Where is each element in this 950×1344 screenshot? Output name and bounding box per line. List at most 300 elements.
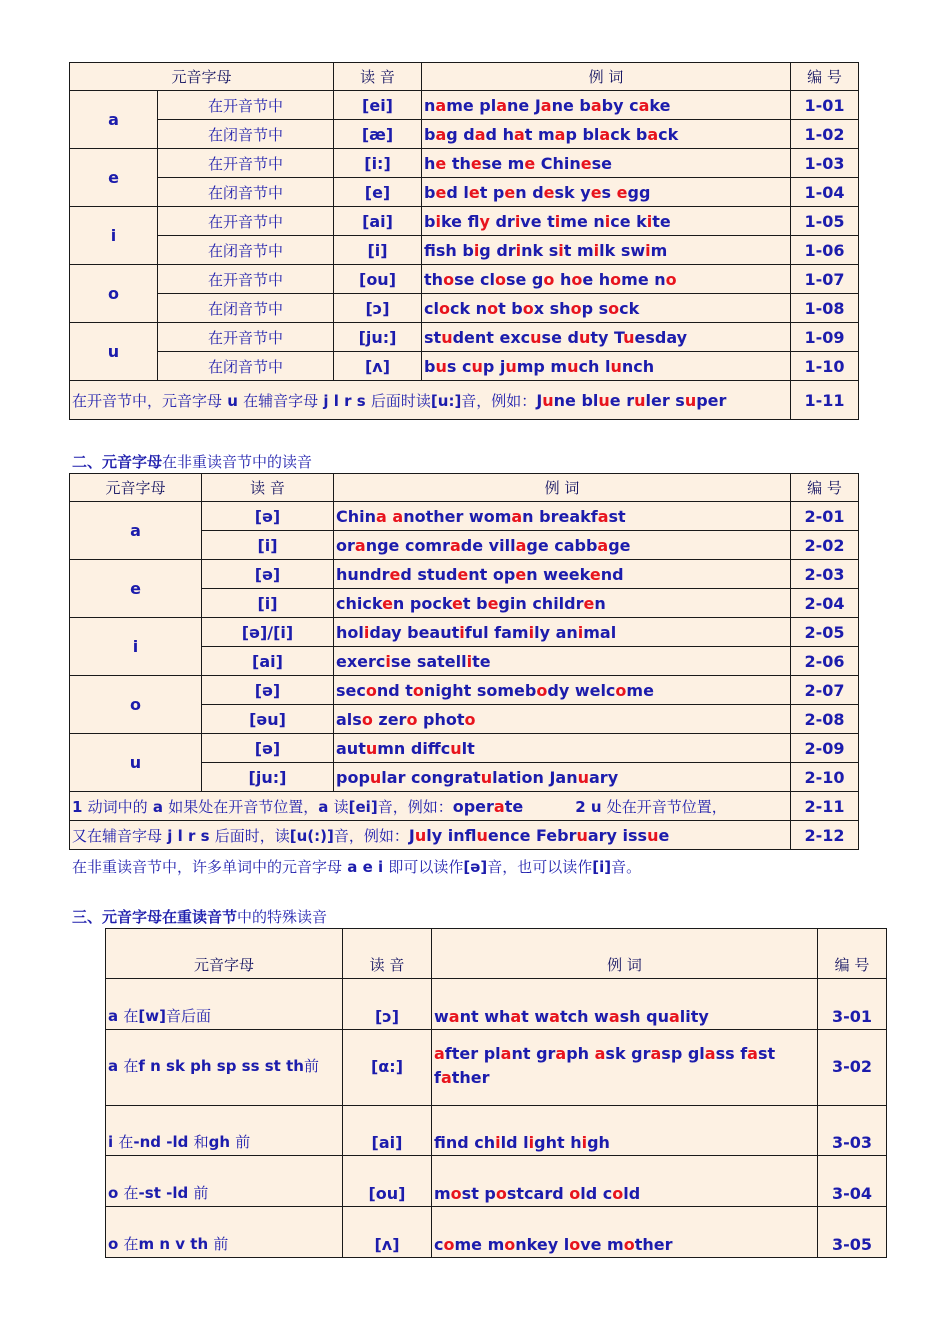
highlighted-vowel: a — [440, 1068, 452, 1087]
highlighted-vowel: i — [604, 211, 611, 231]
highlighted-vowel: a — [474, 124, 486, 144]
highlighted-vowel: e — [589, 564, 601, 584]
rule-cell — [106, 1106, 343, 1156]
highlighted-vowel: u — [530, 327, 542, 347]
highlighted-vowel: a — [435, 124, 447, 144]
code-cell: 2-08 — [791, 705, 859, 734]
highlighted-vowel: a — [704, 1044, 716, 1063]
table-row — [106, 1030, 887, 1106]
rule-cell — [106, 1156, 343, 1207]
highlighted-vowel: a — [597, 506, 609, 526]
example-words-cell: second tonight somebody welcome — [334, 676, 791, 705]
code-cell: 1-03 — [791, 149, 859, 178]
example-words-cell: bag dad hat map black back — [422, 120, 791, 149]
highlighted-vowel: a — [511, 506, 523, 526]
highlighted-vowel: o — [464, 709, 476, 729]
note-bold: [ei] — [348, 797, 378, 816]
table-2-caption — [72, 856, 641, 877]
sound-cell: [ɔ] — [334, 294, 422, 323]
section-2-title-bold: 二、元音字母 — [72, 453, 163, 471]
example-words-cell: clock not box shop sock — [422, 294, 791, 323]
note-text: 读 — [333, 797, 349, 816]
sound-cell: [ʌ] — [334, 352, 422, 381]
note-text: 处在开音节位置， — [606, 797, 727, 816]
table-row — [106, 1207, 887, 1258]
section-2-title-normal: 在非重读音节中的读音 — [162, 453, 313, 471]
syllable-type-cell: 在闭音节中 — [158, 236, 334, 265]
vowel-letter-cell: a — [70, 91, 158, 149]
highlighted-vowel: a — [392, 506, 404, 526]
header-code: 编 号 — [791, 474, 859, 502]
table-row — [70, 207, 859, 236]
rule-bold: [w] — [138, 1007, 166, 1025]
code-cell: 1-08 — [791, 294, 859, 323]
rule-text: 在 — [123, 1235, 139, 1253]
vowel-letter-cell: o — [70, 676, 202, 734]
section-3-title-bold: 三、元音字母在重读音节 — [72, 908, 238, 926]
example-words-cell: student excuse duty Tuesday — [422, 323, 791, 352]
table-row — [70, 352, 859, 381]
highlighted-vowel: e — [435, 153, 447, 173]
highlighted-vowel: u — [365, 738, 378, 758]
highlighted-vowel: e — [504, 182, 516, 202]
note-example: July influence February issue — [408, 825, 670, 845]
sound-cell: [ə]/[i] — [202, 618, 334, 647]
example-words-cell: holiday beautiful family animal — [334, 618, 791, 647]
highlighted-vowel: u — [542, 390, 554, 410]
highlighted-vowel: o — [443, 269, 455, 289]
example-words-cell: popular congratulation January — [334, 763, 791, 792]
highlighted-vowel: a — [513, 124, 525, 144]
footer-rule-cell — [70, 381, 791, 420]
footer-example: June blue ruler super — [536, 390, 727, 410]
highlighted-vowel: i — [577, 622, 584, 642]
highlighted-vowel: e — [470, 153, 482, 173]
example-words-cell: bed let pen desk yes egg — [422, 178, 791, 207]
table-row — [70, 734, 859, 763]
table-row — [106, 1156, 887, 1207]
highlighted-vowel: i — [385, 651, 391, 671]
syllable-type-cell: 在开音节中 — [158, 207, 334, 236]
vowel-letter-cell: i — [70, 207, 158, 265]
rule-text: 和 — [193, 1133, 209, 1151]
example-words-cell: also zero photo — [334, 705, 791, 734]
rule-bold: f n sk ph sp ss st th — [138, 1057, 304, 1075]
caption-text: 音。 — [611, 858, 642, 876]
table-row — [70, 323, 859, 352]
highlighted-vowel: o — [438, 298, 450, 318]
sound-cell: [ʌ] — [343, 1207, 432, 1258]
highlighted-vowel: i — [514, 211, 521, 231]
caption-text: 在非重读音节中，许多单词中的元音字母 — [72, 858, 343, 876]
highlighted-vowel: a — [434, 1044, 445, 1063]
highlighted-vowel: o — [569, 1184, 581, 1203]
code-cell: 2-01 — [791, 502, 859, 531]
rule-bold: o — [108, 1184, 124, 1202]
syllable-type-cell: 在闭音节中 — [158, 120, 334, 149]
rule-bold: -st -ld — [138, 1184, 194, 1202]
highlighted-vowel: u — [450, 738, 462, 758]
rule-bold: o — [108, 1235, 124, 1253]
highlighted-vowel: a — [448, 1007, 460, 1026]
highlighted-vowel: u — [578, 327, 591, 347]
rule-text: 前 — [193, 1184, 209, 1202]
code-cell: 2-05 — [791, 618, 859, 647]
header-pronunciation: 读 音 — [202, 474, 334, 502]
table-row — [106, 979, 887, 1030]
code-cell: 1-06 — [791, 236, 859, 265]
highlighted-vowel: u — [476, 825, 488, 845]
highlighted-vowel: o — [610, 269, 622, 289]
highlighted-vowel: a — [608, 1007, 620, 1026]
header-vowel-letter: 元音字母 — [70, 474, 202, 502]
sound-cell: [i] — [202, 589, 334, 618]
code-cell: 1-02 — [791, 120, 859, 149]
highlighted-vowel: o — [571, 269, 583, 289]
highlighted-vowel: a — [435, 95, 447, 115]
highlighted-vowel: o — [665, 269, 677, 289]
highlighted-vowel: u — [684, 390, 697, 410]
note-bold: 1 — [72, 797, 88, 816]
sound-cell: [ai] — [202, 647, 334, 676]
highlighted-vowel: a — [500, 1044, 512, 1063]
example-words-cell: name plane Jane baby cake — [422, 91, 791, 120]
header-pronunciation: 读 音 — [343, 929, 432, 979]
highlighted-vowel: e — [543, 182, 555, 202]
highlighted-vowel: u — [576, 825, 588, 845]
code-cell: 3-04 — [818, 1156, 887, 1207]
highlighted-vowel: e — [590, 182, 602, 202]
highlighted-vowel: e — [452, 593, 463, 613]
highlighted-vowel: o — [570, 298, 582, 318]
highlighted-vowel: e — [457, 564, 469, 584]
code-cell: 1-11 — [791, 381, 859, 420]
highlighted-vowel: u — [505, 356, 517, 376]
highlighted-vowel: u — [634, 390, 646, 410]
caption-text: 即可以读作 — [388, 858, 464, 876]
sound-cell: [ou] — [343, 1156, 432, 1207]
example-words-cell: China another woman breakfast — [334, 502, 791, 531]
note-text: 动词中的 — [87, 797, 148, 816]
note-text: 又在辅音字母 — [72, 826, 163, 845]
section-3-title-normal: 中的特殊读音 — [237, 908, 328, 926]
rule-text: 前 — [235, 1133, 251, 1151]
highlighted-vowel: a — [555, 1044, 567, 1063]
note-bold: a — [318, 797, 334, 816]
highlighted-vowel: a — [510, 1007, 522, 1026]
example-words-cell: hundred student open weekend — [334, 560, 791, 589]
rule-text: 前 — [213, 1235, 229, 1253]
sound-cell: [ə] — [202, 502, 334, 531]
highlighted-vowel: i — [473, 240, 480, 260]
example-words-cell: exercise satellite — [334, 647, 791, 676]
vowel-letter-cell: u — [70, 323, 158, 381]
highlighted-vowel: a — [747, 1044, 758, 1063]
example-words-cell: most postcard old cold — [432, 1156, 818, 1207]
highlighted-vowel: e — [382, 593, 393, 613]
table-header-row — [70, 63, 859, 91]
highlighted-vowel: e — [515, 564, 527, 584]
code-cell: 2-12 — [791, 821, 859, 850]
highlighted-vowel: e — [524, 153, 536, 173]
sound-cell: [e] — [334, 178, 422, 207]
highlighted-vowel: o — [406, 709, 418, 729]
code-cell: 3-05 — [818, 1207, 887, 1258]
header-vowel-letter: 元音字母 — [106, 929, 343, 979]
highlighted-vowel: u — [441, 327, 453, 347]
caption-text: 音，也可以读作 — [487, 858, 593, 876]
example-words-cell: chicken pocket begin children — [334, 589, 791, 618]
footer-text: 音，例如： — [461, 391, 537, 410]
highlighted-vowel: a — [638, 95, 650, 115]
sound-cell: [ə] — [202, 676, 334, 705]
example-words-cell: fnd child light high — [432, 1106, 818, 1156]
footer-bold: j l r s — [318, 391, 371, 410]
table-row — [70, 676, 859, 705]
rule-bold: -nd -ld — [133, 1133, 194, 1151]
highlighted-vowel: y — [479, 211, 490, 231]
example-words-cell: orange comrade village cabbage — [334, 531, 791, 560]
highlighted-vowel: o — [536, 680, 548, 700]
code-cell: 2-10 — [791, 763, 859, 792]
table-footer-row — [70, 381, 859, 420]
highlighted-vowel: a — [554, 124, 566, 144]
header-examples: 例 词 — [334, 474, 791, 502]
highlighted-vowel: a — [376, 506, 387, 526]
syllable-type-cell: 在闭音节中 — [158, 352, 334, 381]
sound-cell: [i] — [334, 236, 422, 265]
header-pronunciation: 读 音 — [334, 63, 422, 91]
sound-cell: [ai] — [343, 1106, 432, 1156]
header-examples: 例 词 — [422, 63, 791, 91]
table-row — [70, 265, 859, 294]
highlighted-vowel: a — [493, 796, 505, 816]
highlighted-vowel: o — [450, 1184, 462, 1203]
highlighted-vowel: o — [543, 269, 555, 289]
highlighted-vowel: u — [647, 825, 659, 845]
highlighted-vowel: i — [363, 622, 370, 642]
highlighted-vowel: a — [354, 535, 366, 555]
code-cell: 2-07 — [791, 676, 859, 705]
table-row — [70, 294, 859, 323]
highlighted-vowel: o — [494, 269, 506, 289]
syllable-type-cell: 在开音节中 — [158, 323, 334, 352]
table-row — [70, 560, 859, 589]
header-code: 编 号 — [818, 929, 887, 979]
code-cell: 2-06 — [791, 647, 859, 676]
highlighted-vowel: a — [549, 1007, 560, 1026]
highlighted-vowel: o — [522, 298, 534, 318]
code-cell: 3-03 — [818, 1106, 887, 1156]
vowel-letter-cell: o — [70, 265, 158, 323]
highlighted-vowel: u — [610, 356, 622, 376]
table-row — [106, 1106, 887, 1156]
rule-text: 在 — [123, 1007, 139, 1025]
highlighted-vowel: a — [515, 535, 527, 555]
highlighted-vowel: a — [647, 124, 659, 144]
example-words-cell: fsh big drink sit milk swim — [422, 236, 791, 265]
rule-cell — [106, 979, 343, 1030]
code-cell: 2-04 — [791, 589, 859, 618]
highlighted-vowel: i — [528, 622, 535, 642]
highlighted-vowel: i — [528, 1133, 535, 1152]
example-words-cell: those close go hoe home no — [422, 265, 791, 294]
highlighted-vowel: o — [412, 680, 424, 700]
header-code: 编 号 — [791, 63, 859, 91]
rule-cell — [106, 1207, 343, 1258]
highlighted-vowel: o — [487, 298, 499, 318]
highlighted-vowel: u — [577, 767, 589, 787]
code-cell: 3-01 — [818, 979, 887, 1030]
table-header-row — [70, 474, 859, 502]
header-examples: 例 词 — [432, 929, 818, 979]
code-cell: 1-04 — [791, 178, 859, 207]
footer-text: 后面时读 — [370, 391, 431, 410]
table-row — [70, 91, 859, 120]
table-special-stressed — [105, 928, 887, 1258]
highlighted-vowel: i — [646, 211, 653, 231]
sound-cell: [ou] — [334, 265, 422, 294]
highlighted-vowel: e — [616, 182, 628, 202]
sound-cell: [α:] — [343, 1030, 432, 1106]
example-words-cell: come monkey love mother — [432, 1207, 818, 1258]
sound-cell: [ə] — [202, 560, 334, 589]
rule-text: 在 — [118, 1133, 134, 1151]
highlighted-vowel: a — [496, 95, 508, 115]
caption-bold: [i] — [592, 858, 612, 876]
vowel-letter-cell: e — [70, 560, 202, 618]
highlighted-vowel: e — [580, 153, 592, 173]
footer-text: 在开音节中，元音字母 — [72, 391, 223, 410]
note-1-cell — [70, 792, 791, 821]
rule-bold: i — [108, 1133, 119, 1151]
highlighted-vowel: a — [597, 535, 609, 555]
highlighted-vowel: o — [608, 298, 620, 318]
sound-cell: [ju:] — [202, 763, 334, 792]
rule-text: 在 — [123, 1057, 139, 1075]
caption-bold: [ə] — [463, 858, 488, 876]
highlighted-vowel: u — [471, 356, 483, 376]
table-row — [70, 120, 859, 149]
vowel-letter-cell: a — [70, 502, 202, 560]
code-cell: 3-02 — [818, 1030, 887, 1106]
header-vowel-letter: 元音字母 — [70, 63, 334, 91]
syllable-type-cell: 在开音节中 — [158, 149, 334, 178]
code-cell: 1-07 — [791, 265, 859, 294]
rule-bold: gh — [208, 1133, 236, 1151]
note-text: 如果处在开音节位置， — [168, 797, 319, 816]
highlighted-vowel: a — [650, 1044, 662, 1063]
highlighted-vowel: i — [459, 622, 465, 642]
highlighted-vowel: o — [365, 680, 377, 700]
syllable-type-cell: 在开音节中 — [158, 91, 334, 120]
highlighted-vowel: u — [435, 356, 447, 376]
rule-bold: m n v th — [138, 1235, 214, 1253]
highlighted-vowel: o — [615, 680, 627, 700]
note-text: 音，例如： — [377, 797, 453, 816]
rule-bold: a — [108, 1057, 124, 1075]
rule-text: 音后面 — [165, 1007, 211, 1025]
caption-bold: a e i — [342, 858, 389, 876]
syllable-type-cell: 在闭音节中 — [158, 294, 334, 323]
example-words-cell: autumn diffcult — [334, 734, 791, 763]
highlighted-vowel: e — [487, 593, 499, 613]
table-row — [70, 236, 859, 265]
sound-cell: [ei] — [334, 91, 422, 120]
note-bold: 2 u — [575, 797, 607, 816]
footer-text: 在辅音字母 — [243, 391, 319, 410]
rule-text: 在 — [123, 1184, 139, 1202]
sound-cell: [ju:] — [334, 323, 422, 352]
highlighted-vowel: u — [567, 356, 579, 376]
highlighted-vowel: i — [593, 240, 600, 260]
highlighted-vowel: e — [435, 182, 447, 202]
table-note-row — [70, 792, 859, 821]
highlighted-vowel: a — [590, 95, 602, 115]
highlighted-vowel: a — [450, 535, 461, 555]
sound-cell: [ai] — [334, 207, 422, 236]
highlighted-vowel: i — [435, 211, 441, 231]
note-text: 后面时，读 — [214, 826, 290, 845]
code-cell: 1-01 — [791, 91, 859, 120]
highlighted-vowel: u — [623, 327, 635, 347]
table-row — [70, 178, 859, 207]
note-example: operate — [452, 796, 524, 816]
highlighted-vowel: i — [558, 240, 564, 260]
vowel-letter-cell: i — [70, 618, 202, 676]
highlighted-vowel: u — [414, 825, 427, 845]
code-cell: 1-09 — [791, 323, 859, 352]
highlighted-vowel: a — [668, 1007, 680, 1026]
highlighted-vowel: o — [623, 1235, 635, 1254]
highlighted-vowel: o — [443, 1235, 455, 1254]
note-bold: a — [147, 797, 169, 816]
table-unstressed-vowels — [69, 473, 859, 850]
example-words-cell: bus cup jump much lunch — [422, 352, 791, 381]
syllable-type-cell: 在开音节中 — [158, 265, 334, 294]
note-bold: j l r s — [162, 826, 215, 845]
highlighted-vowel: a — [594, 1044, 606, 1063]
example-words-cell: after plant graph ask grasp glass fast father — [432, 1030, 818, 1106]
table-header-row — [106, 929, 887, 979]
section-3-title — [72, 906, 327, 927]
sound-cell: [æ] — [334, 120, 422, 149]
note-bold: [u(:)] — [289, 826, 334, 845]
code-cell: 2-11 — [791, 792, 859, 821]
note-2-cell — [70, 821, 791, 850]
rule-cell — [106, 1030, 343, 1106]
example-words-cell: bike fly drive time nice kite — [422, 207, 791, 236]
highlighted-vowel: e — [583, 593, 595, 613]
highlighted-vowel: a — [540, 95, 552, 115]
table-note-row — [70, 821, 859, 850]
highlighted-vowel: o — [504, 1235, 516, 1254]
code-cell: 1-05 — [791, 207, 859, 236]
sound-cell: [ɔ] — [343, 979, 432, 1030]
highlighted-vowel: i — [515, 240, 522, 260]
highlighted-vowel: e — [468, 182, 480, 202]
code-cell: 1-10 — [791, 352, 859, 381]
highlighted-vowel: i — [466, 651, 473, 671]
example-words-cell: want what watch wash quality — [432, 979, 818, 1030]
highlighted-vowel: i — [495, 1133, 501, 1152]
highlighted-vowel: a — [599, 124, 611, 144]
sound-cell: [i] — [202, 531, 334, 560]
highlighted-vowel: i — [554, 211, 561, 231]
section-2-title — [72, 451, 312, 472]
rule-text: 前 — [303, 1057, 319, 1075]
vowel-letter-cell: u — [70, 734, 202, 792]
